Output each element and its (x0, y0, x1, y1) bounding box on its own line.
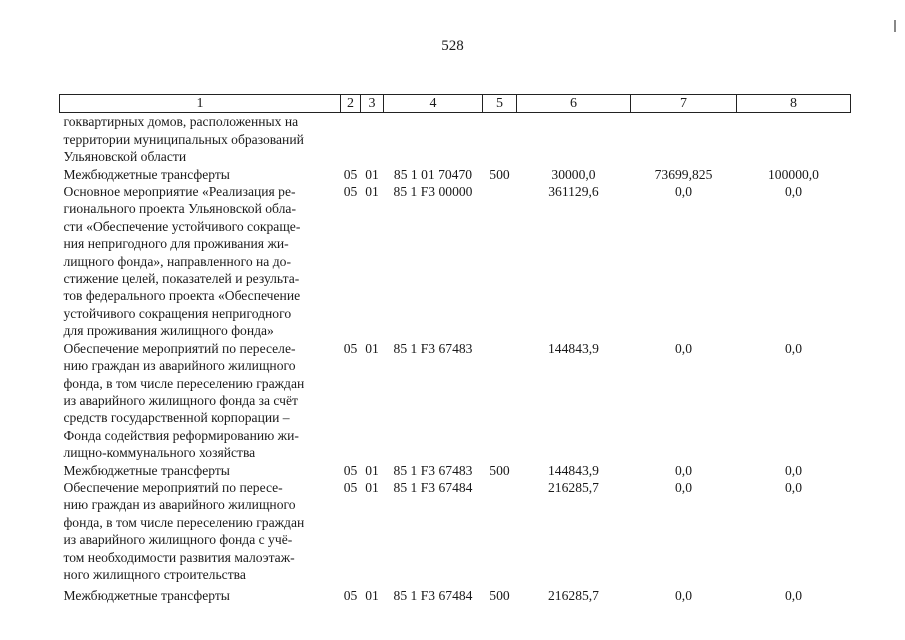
description-line: территории муниципальных образований (63, 131, 304, 147)
header-col-5: 5 (483, 95, 517, 113)
amount-col-8: 0,0 (785, 340, 802, 356)
target-article-code: 85 1 01 70470 (393, 166, 473, 182)
header-col-3: 3 (361, 95, 384, 113)
budget-table (59, 94, 851, 605)
description-line: Обеспечение мероприятий по переселе- (63, 340, 296, 356)
description-line: Межбюджетные трансферты (63, 588, 230, 604)
amount-col-7: 0,0 (675, 184, 692, 200)
amount-col-6: 216285,7 (548, 479, 599, 495)
amount-col-6: 216285,7 (548, 588, 599, 604)
amount-col-6 (517, 113, 631, 166)
description-line: гионального проекта Ульяновской обла- (63, 201, 296, 217)
section-code: 05 (343, 479, 358, 495)
description-line: стижение целей, показателей и результа- (63, 271, 300, 287)
amount-col-6: 144843,9 (548, 462, 599, 478)
row-description (60, 113, 341, 166)
description-line: ния непригодного для проживания жи- (63, 236, 289, 252)
section-code: 05 (343, 166, 358, 182)
amount-col-6: 361129,6 (548, 184, 599, 200)
target-article-code: 85 1 F3 67484 (393, 588, 473, 604)
description-line: устойчивого сокращения непригодного (63, 305, 292, 321)
description-line: гоквартирных домов, расположенных на (63, 114, 299, 130)
amount-col-6: 144843,9 (548, 340, 599, 356)
subsection-code: 01 (365, 462, 379, 478)
section-code: 05 (343, 184, 358, 200)
expense-type-code: 500 (489, 462, 510, 478)
section-code (341, 113, 361, 166)
description-line: нию граждан из аварийного жилищного (63, 497, 296, 513)
section-code: 05 (343, 340, 358, 356)
subsection-code: 01 (365, 340, 379, 356)
row-description (60, 479, 341, 583)
target-article-code: 85 1 F3 67483 (393, 462, 473, 478)
description-line: тов федерального проекта «Обеспечение (63, 288, 301, 304)
row-description (60, 583, 341, 604)
header-row (60, 95, 851, 113)
expense-type-code (483, 479, 517, 583)
description-line: Фонда содействия реформированию жи- (63, 427, 299, 443)
header-col-7: 7 (631, 95, 737, 113)
scan-mark (894, 20, 896, 32)
amount-col-8 (737, 113, 851, 166)
header-col-8: 8 (737, 95, 851, 113)
amount-col-7: 0,0 (675, 588, 692, 604)
header-col-6: 6 (517, 95, 631, 113)
amount-col-8: 0,0 (785, 184, 802, 200)
target-article-code: 85 1 F3 00000 (393, 184, 473, 200)
expense-type-code (483, 113, 517, 166)
description-line: лищно-коммунального хозяйства (63, 445, 256, 461)
target-article-code: 85 1 F3 67484 (393, 479, 473, 495)
description-line: из аварийного жилищного фонда с учё- (63, 532, 293, 548)
header-col-4: 4 (384, 95, 483, 113)
page-number: 528 (441, 38, 464, 54)
row-description (60, 183, 341, 340)
expense-type-code (483, 340, 517, 462)
amount-col-8: 0,0 (785, 462, 802, 478)
amount-col-6: 30000,0 (551, 166, 596, 182)
header-col-1: 1 (60, 95, 341, 113)
row-description (60, 340, 341, 462)
description-line: Межбюджетные трансферты (63, 166, 230, 182)
description-line: фонда, в том числе переселению граждан (63, 514, 305, 530)
description-line: фонда, в том числе переселению граждан (63, 375, 305, 391)
description-line: ного жилищного строительства (63, 566, 246, 582)
amount-col-8: 100000,0 (768, 166, 819, 182)
description-line: средств государственной корпорации – (63, 410, 290, 426)
description-line: том необходимости развития малоэтаж- (63, 549, 295, 565)
description-line: из аварийного жилищного фонда за счёт (63, 392, 298, 408)
amount-col-7 (631, 113, 737, 166)
table-row (60, 166, 851, 183)
table-row (60, 462, 851, 479)
table-row (60, 479, 851, 583)
row-description (60, 462, 341, 479)
table-row (60, 583, 851, 604)
section-code: 05 (343, 462, 358, 478)
expense-type-code: 500 (489, 166, 510, 182)
description-line: Основное мероприятие «Реализация ре- (63, 184, 296, 200)
description-line: Обеспечение мероприятий по пересе- (63, 479, 283, 495)
subsection-code: 01 (365, 479, 379, 495)
amount-col-7: 0,0 (675, 340, 692, 356)
header-col-2: 2 (341, 95, 361, 113)
target-article-code (384, 113, 483, 166)
amount-col-7: 0,0 (675, 462, 692, 478)
table-row (60, 183, 851, 340)
subsection-code: 01 (365, 166, 379, 182)
description-line: нию граждан из аварийного жилищного (63, 358, 296, 374)
description-line: лищного фонда», направленного на до- (63, 253, 291, 269)
description-line: для проживания жилищного фонда» (63, 323, 274, 339)
amount-col-7: 0,0 (675, 479, 692, 495)
subsection-code: 01 (365, 588, 379, 604)
amount-col-7: 73699,825 (654, 166, 713, 182)
description-line: Ульяновской области (63, 149, 187, 165)
expense-type-code (483, 183, 517, 340)
row-description (60, 166, 341, 183)
description-line: сти «Обеспечение устойчивого сокраще- (63, 218, 301, 234)
expense-type-code: 500 (489, 588, 510, 604)
table-row (60, 340, 851, 462)
description-line: Межбюджетные трансферты (63, 462, 230, 478)
target-article-code: 85 1 F3 67483 (393, 340, 473, 356)
table-row (60, 113, 851, 166)
subsection-code: 01 (365, 184, 379, 200)
amount-col-8: 0,0 (785, 588, 802, 604)
section-code: 05 (343, 588, 358, 604)
subsection-code (361, 113, 384, 166)
amount-col-8: 0,0 (785, 479, 802, 495)
